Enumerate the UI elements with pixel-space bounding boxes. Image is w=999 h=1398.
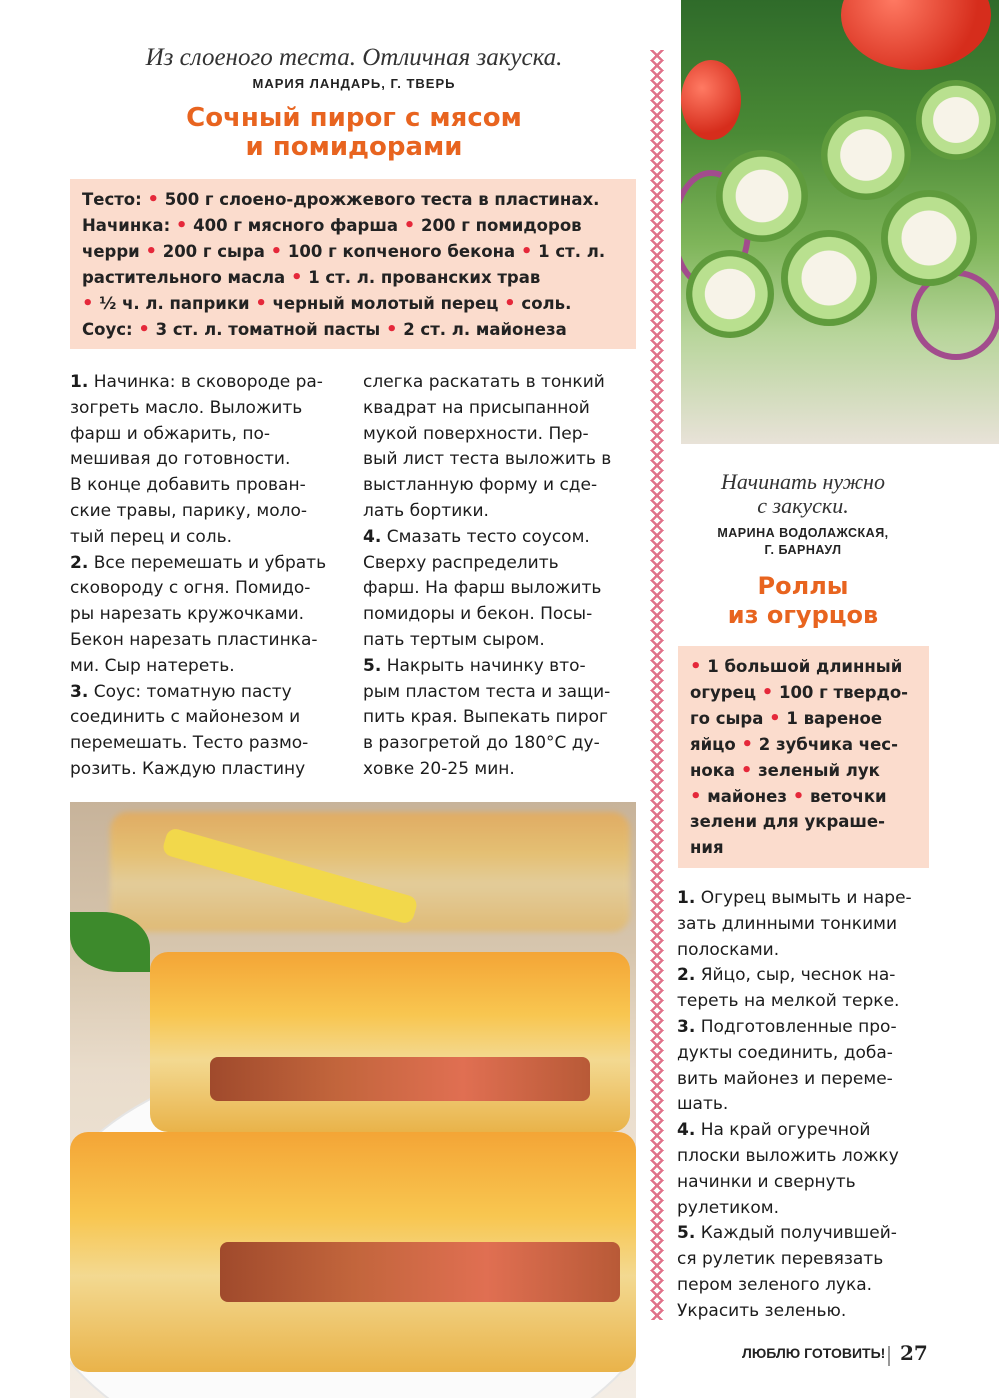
recipe1-lead: Из слоеного теста. Отличная закуска. (145, 44, 563, 71)
bullet-icon: • (740, 759, 753, 781)
step-line: 1. Огурец вымыть и наре- (677, 888, 912, 908)
step-number: 4. (677, 1120, 696, 1141)
step-line: зогреть масло. Выложить (70, 397, 303, 418)
step-line: 2. Все перемешать и убрать (70, 552, 327, 573)
bullet-icon: • (270, 241, 283, 262)
bullet-icon: • (504, 293, 516, 314)
step-line: мешивая до готовности. (70, 449, 291, 470)
step-number: 5. (363, 655, 382, 676)
bullet-icon: • (520, 241, 533, 262)
cucumber-roll-image (716, 150, 808, 242)
recipe1-author: МАРИЯ ЛАНДАРЬ, Г. ТВЕРЬ (252, 76, 456, 91)
step-line: Украсить зеленью. (677, 1300, 847, 1321)
step-number: 2. (677, 965, 696, 986)
step-line: рулетиком. (677, 1197, 780, 1218)
recipe2-author-line1: МАРИНА ВОДОЛАЖСКАЯ, (717, 526, 889, 540)
recipe2-lead (680, 470, 926, 518)
ingredient-line: яйцо • 2 зубчика чес- (690, 733, 898, 755)
step-line: Сверху распределить (363, 552, 559, 573)
bullet-icon: • (175, 215, 188, 236)
step-number: 4. (363, 526, 382, 547)
bullet-icon: • (255, 293, 267, 314)
recipe2-title (680, 572, 926, 630)
recipe1-title (68, 104, 640, 162)
cucumber-roll-image (821, 110, 911, 200)
step-line: полосками. (677, 939, 780, 960)
bullet-icon: • (690, 656, 702, 677)
step-line: 3. Соус: томатную пасту (70, 681, 292, 702)
cucumber-rolls-photo (681, 0, 999, 444)
step-line: фарш. На фарш выложить (363, 578, 602, 599)
step-line: квадрат на присыпанной (363, 397, 590, 418)
recipe1-ingredients-box (70, 179, 636, 349)
ingredient-line: • 1 большой длинный (690, 656, 903, 677)
bullet-icon: • (761, 681, 774, 703)
step-line: ры нарезать кружочками. (70, 604, 305, 625)
bullet-icon: • (792, 785, 805, 807)
step-line: слегка раскатать в тонкий (363, 372, 605, 392)
pie-slice-image (150, 952, 630, 1132)
recipe1-title-line1: Сочный пирог с мясом (186, 103, 522, 133)
recipe2-author-line2: Г. БАРНАУЛ (764, 543, 842, 557)
step-line: ся рулетик перевязать (677, 1249, 884, 1270)
recipe2-lead-line2: с закуски. (757, 493, 849, 518)
ingredient-line: нока • зеленый лук (690, 759, 880, 781)
step-line: перемешать. Тесто размо- (70, 733, 309, 754)
ingredient-line: • ½ ч. л. паприки • черный молотый перец • соль. (82, 293, 572, 314)
cucumber-roll-image (916, 80, 996, 160)
bullet-icon: • (138, 319, 150, 340)
pepper-image (681, 60, 741, 140)
recipe1-steps-column-2 (363, 370, 641, 783)
zigzag-divider (650, 50, 664, 1320)
step-line: зать длинными тонкими (677, 913, 897, 934)
step-line: вить майонез и переме- (677, 1068, 893, 1089)
ingredient-line: растительного масла • 1 ст. л. прованских трав (82, 267, 541, 288)
ingredient-line: Начинка: • 400 г мясного фарша • 200 г помидоров (82, 215, 582, 236)
step-line: сковороду с огня. Помидо- (70, 578, 311, 599)
step-line: 1. Начинка: в сковороде ра- (70, 372, 323, 392)
ingredient-line: Тесто: • 500 г слоено-дрожжевого теста в пластинах. (82, 189, 600, 210)
step-line: вый лист теста выложить в (363, 449, 612, 470)
magazine-name: ЛЮБЛЮ ГОТОВИТЬ! (742, 1345, 886, 1361)
step-line: шать. (677, 1094, 729, 1115)
step-line: пить края. Выпекать пирог (363, 707, 608, 728)
ingredient-line: зелени для украше- (690, 812, 885, 832)
step-number: 3. (677, 1016, 696, 1037)
bullet-icon: • (769, 707, 781, 729)
bullet-icon: • (145, 241, 157, 262)
step-line: тый перец и соль. (70, 526, 233, 547)
ingredient-line: ния (690, 838, 724, 858)
ingredient-line: черри • 200 г сыра • 100 г копченого бекона • 1 ст. л. (82, 241, 606, 262)
bullet-icon: • (690, 785, 702, 807)
step-line: помидоры и бекон. Посы- (363, 604, 593, 625)
step-line: розить. Каждую пластину (70, 758, 306, 779)
pie-filling-image (210, 1057, 590, 1101)
ingredient-line: го сыра • 1 вареное (690, 707, 883, 729)
cucumber-roll-image (686, 250, 774, 338)
bullet-icon: • (403, 215, 416, 236)
step-number: 1. (70, 372, 89, 392)
step-line: 2. Яйцо, сыр, чеснок на- (677, 965, 896, 986)
ingredient-line: огурец • 100 г твердо- (690, 681, 909, 703)
step-line: 4. На край огуречной (677, 1120, 871, 1141)
bullet-icon: • (82, 293, 94, 314)
step-line: начинки и свернуть (677, 1171, 856, 1192)
bullet-icon: • (147, 189, 159, 210)
step-line: 5. Каждый получившей- (677, 1223, 897, 1244)
step-line: пать тертым сыром. (363, 629, 545, 650)
ingredient-line: • майонез • веточки (690, 785, 887, 807)
page-number: 27 (900, 1341, 928, 1365)
step-line: 3. Подготовленные про- (677, 1016, 897, 1037)
step-line: пером зеленого лука. (677, 1274, 873, 1295)
step-line: Бекон нарезать пластинка- (70, 629, 318, 650)
step-line: мукой поверхности. Пер- (363, 423, 589, 444)
recipe2-lead-line1: Начинать нужно (721, 469, 885, 494)
step-line: ми. Сыр натереть. (70, 655, 235, 676)
step-line: в разогретой до 180°С ду- (363, 733, 600, 754)
pie-filling-image (220, 1242, 620, 1302)
step-line: лать бортики. (363, 500, 489, 521)
step-number: 3. (70, 681, 89, 702)
step-line: В конце добавить прован- (70, 475, 306, 496)
step-line: выстланную форму и сде- (363, 475, 598, 496)
meat-pie-photo (70, 802, 636, 1398)
pie-background-image (110, 812, 630, 932)
recipe2-steps (677, 886, 935, 1325)
bullet-icon: • (290, 267, 303, 288)
step-line: рым пластом теста и защи- (363, 681, 611, 702)
recipe2-ingredients-box (678, 646, 929, 868)
step-number: 5. (677, 1223, 696, 1244)
bullet-icon: • (385, 319, 398, 340)
step-line: ские травы, парику, моло- (70, 500, 308, 521)
step-line: плоски выложить ложку (677, 1145, 899, 1166)
step-line: 5. Накрыть начинку вто- (363, 655, 586, 676)
step-number: 2. (70, 552, 89, 573)
footer-divider (888, 1346, 890, 1366)
recipe2-title-line1: Роллы (757, 572, 849, 600)
step-line: ховке 20-25 мин. (363, 758, 515, 779)
recipe2-title-line2: из огурцов (727, 601, 879, 629)
step-number: 1. (677, 888, 696, 908)
recipe1-steps-column-1 (70, 370, 350, 783)
step-line: соединить с майонезом и (70, 707, 301, 728)
cucumber-roll-image (781, 230, 877, 326)
step-line: тереть на мелкой терке. (677, 991, 900, 1012)
step-line: 4. Смазать тесто соусом. (363, 526, 590, 547)
recipe2-author (680, 525, 926, 559)
step-line: дукты соединить, доба- (677, 1042, 893, 1063)
bullet-icon: • (741, 733, 753, 755)
recipe1-title-line2: и помидорами (245, 132, 463, 162)
step-line: фарш и обжарить, по- (70, 423, 270, 444)
tomato-image (841, 0, 991, 70)
cucumber-roll-image (881, 190, 977, 286)
ingredient-line: Соус: • 3 ст. л. томатной пасты • 2 ст. л. майонеза (82, 319, 567, 340)
